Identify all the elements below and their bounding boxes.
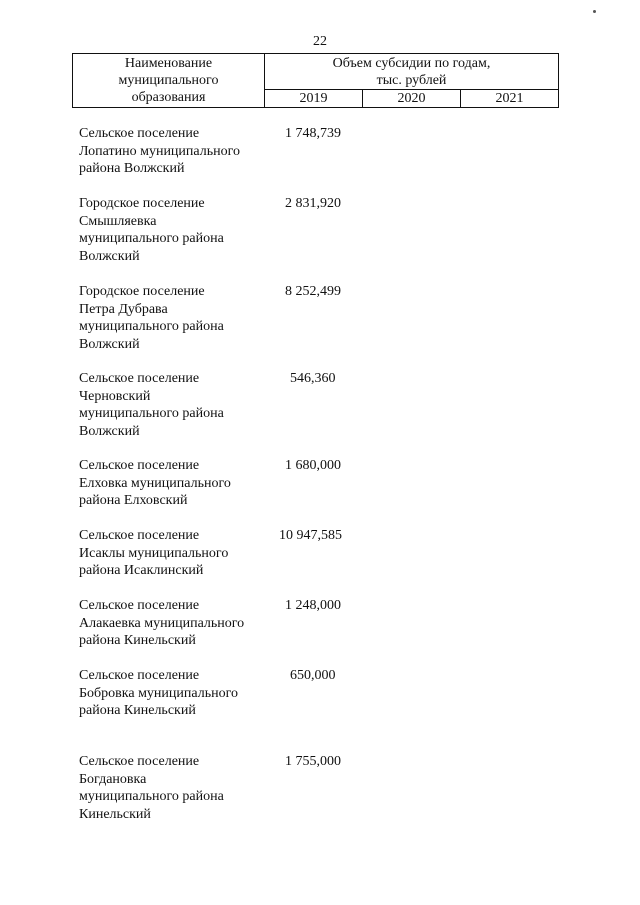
municipality-name-line: Петра Дубрава <box>79 301 168 317</box>
subsidy-value-2019: 1 680,000 <box>285 458 341 473</box>
municipality-name-line: района Кинельский <box>79 703 196 719</box>
municipality-name-line: Сельское поселение <box>79 668 200 683</box>
municipality-name-line: муниципального района <box>79 231 224 247</box>
subsidy-value-2019: 1 248,000 <box>285 598 341 613</box>
municipality-name <box>79 195 269 265</box>
municipality-name <box>79 370 269 440</box>
subsidy-value-2019: 546,360 <box>290 371 336 386</box>
municipality-name-line: Сельское поселение <box>79 458 200 473</box>
municipality-name-line: Кинельский <box>79 806 151 822</box>
column-header-name-line: Наименование <box>124 56 213 71</box>
municipality-name <box>79 283 269 353</box>
column-header-name-line: муниципального <box>118 73 219 88</box>
municipality-name-line: Волжский <box>79 248 140 264</box>
municipality-name-line: Лопатино муниципального <box>79 143 241 159</box>
municipality-name-line: района Кинельский <box>79 633 196 649</box>
municipality-name <box>79 597 269 650</box>
subsidy-value-2019: 8 252,499 <box>285 284 341 299</box>
municipality-name <box>79 125 269 178</box>
municipality-name <box>79 753 269 823</box>
municipality-name-line: Сельское поселение <box>79 598 200 613</box>
municipality-name-line: муниципального района <box>79 319 224 335</box>
municipality-name-line: Сельское поселение <box>79 126 200 141</box>
municipality-name-line: Черновский <box>79 388 151 404</box>
municipality-name-line: Сельское поселение <box>79 371 200 386</box>
municipality-name-line: Бобровка муниципального <box>79 685 238 701</box>
municipality-name-line: Исаклы муниципального <box>79 545 229 561</box>
municipality-name-line: муниципального района <box>79 789 224 805</box>
municipality-name-line: Алакаевка муниципального <box>79 615 245 631</box>
municipality-name-line: района Исаклинский <box>79 563 204 579</box>
municipality-name <box>79 667 269 720</box>
column-header-year-2019: 2019 <box>265 90 363 108</box>
municipality-name-line: района Елховский <box>79 493 188 509</box>
column-header-subsidy-line: тыс. рублей <box>376 73 447 88</box>
subsidy-value-2019: 1 755,000 <box>285 754 341 769</box>
municipality-name-line: Сельское поселение <box>79 528 200 543</box>
municipality-name-line: района Волжский <box>79 161 185 177</box>
municipality-name-line: Елховка муниципального <box>79 475 231 491</box>
municipality-name-line: Городское поселение <box>79 284 205 299</box>
municipality-name <box>79 457 269 510</box>
column-header-year-2020: 2020 <box>363 90 461 108</box>
municipality-name-line: Смышляевка <box>79 213 157 229</box>
municipality-name <box>79 527 269 580</box>
page-number: 22 <box>313 34 327 49</box>
subsidy-value-2019: 1 748,739 <box>285 126 341 141</box>
subsidy-value-2019: 10 947,585 <box>279 528 342 543</box>
subsidy-value-2019: 2 831,920 <box>285 196 341 211</box>
municipality-name-line: Волжский <box>79 336 140 352</box>
column-header-name-line: образования <box>131 90 206 105</box>
subsidy-value-2019: 650,000 <box>290 668 336 683</box>
municipality-name-line: муниципального района <box>79 406 224 422</box>
municipality-name-line: Волжский <box>79 423 140 439</box>
municipality-name-line: Сельское поселение <box>79 754 200 769</box>
column-header-year-2021: 2021 <box>461 90 559 108</box>
municipality-name-line: Городское поселение <box>79 196 205 211</box>
column-header-subsidy-line: Объем субсидии по годам, <box>332 56 491 71</box>
municipality-name-line: Богдановка <box>79 771 147 787</box>
